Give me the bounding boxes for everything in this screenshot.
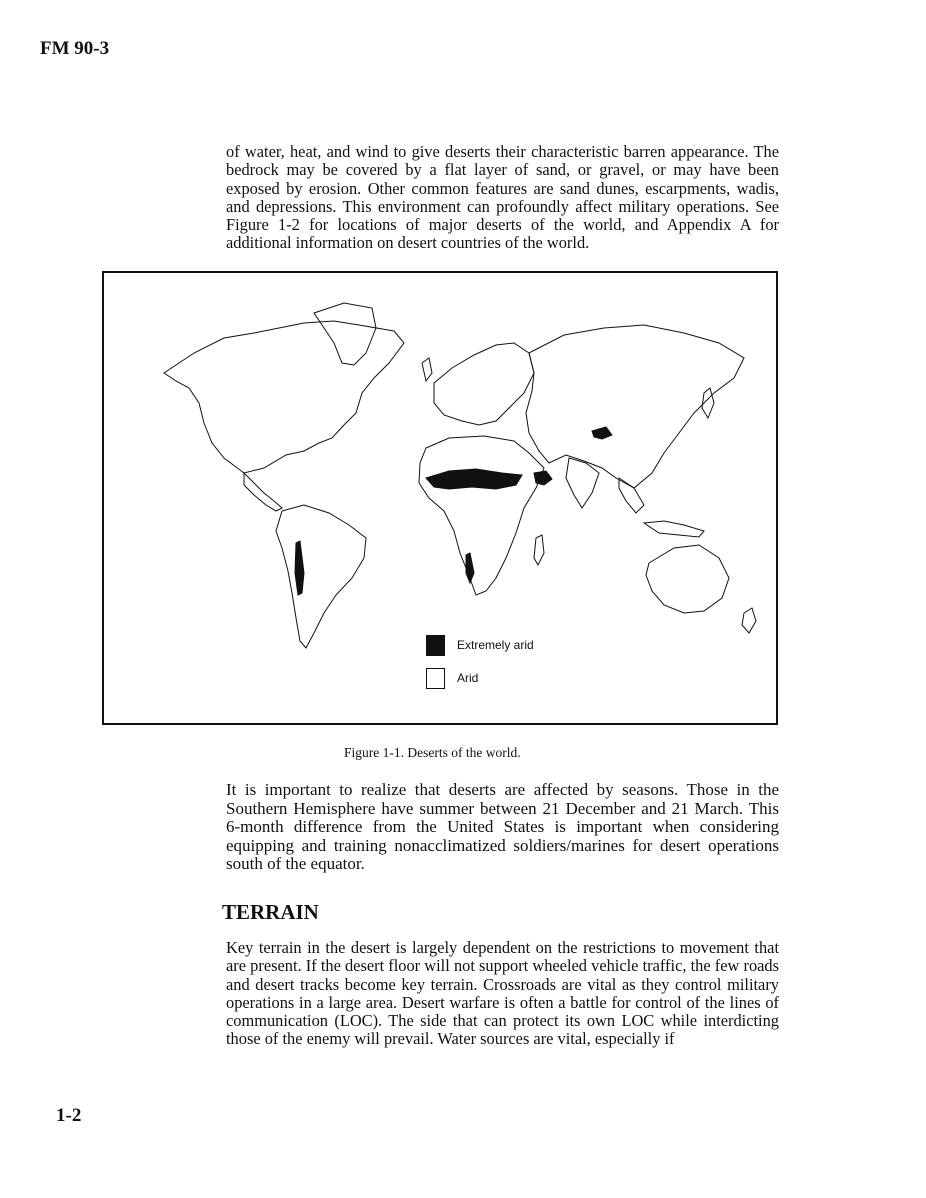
- europe-outline: [434, 343, 534, 425]
- legend-item-arid: [426, 666, 534, 690]
- extremely-arid-swatch: [426, 635, 445, 656]
- document-id: FM 90-3: [40, 38, 110, 59]
- greenland-outline: [314, 303, 376, 365]
- map-legend: [426, 633, 534, 699]
- new-zealand-outline: [742, 608, 756, 633]
- australia-outline: [646, 545, 729, 613]
- madagascar-outline: [534, 535, 544, 565]
- uk-outline: [422, 358, 432, 381]
- figure-caption: Figure 1-1. Deserts of the world.: [344, 745, 521, 760]
- indonesia-outline: [644, 521, 704, 537]
- intro-paragraph: of water, heat, and wind to give deserts their characteristic barren appearance. The bedrock may be covered by a flat layer of sand, or gravel, or may have been exposed by erosion. Other common features are sand dunes, escarpments, wadis, and depressions. This environment can profoundly affect military operations. See Figure 1-2 for locations of major deserts of the world, and Appendix A for additional information on desert countries of the world.: [226, 142, 779, 253]
- page-number: 1-2: [56, 1105, 82, 1126]
- south-america-outline: [276, 505, 366, 648]
- asia-outline: [526, 325, 744, 488]
- north-america-outline: [164, 321, 404, 473]
- atacama-extremely-arid: [295, 541, 304, 595]
- world-deserts-figure: [102, 271, 778, 725]
- legend-item-extremely-arid: [426, 633, 534, 657]
- taklamakan-extremely-arid: [592, 427, 612, 439]
- arabia-extremely-arid: [534, 471, 552, 485]
- sahara-extremely-arid: [426, 469, 522, 489]
- seasons-paragraph: It is important to realize that deserts are affected by seasons. Those in the Southern Hemisphere have summer between 21 December and 21 March. This 6-month difference from the United States is important when considering equipping and training nonacclimatized soldiers/marines for desert operations south of the equator.: [226, 780, 779, 873]
- section-heading-terrain: TERRAIN: [222, 900, 319, 924]
- india-outline: [566, 458, 599, 508]
- africa-outline: [419, 436, 544, 595]
- arid-swatch: [426, 668, 445, 689]
- namib-extremely-arid: [466, 553, 474, 583]
- central-america-outline: [244, 473, 282, 511]
- terrain-paragraph: Key terrain in the desert is largely dependent on the restrictions to movement that are present. If the desert floor will not support wheeled vehicle traffic, the few roads and desert tracks become key terrain. Crossroads are vital as they control military operations in a large area. Desert warfare is often a battle for control of the lines of communication (LOC). The side that can protect its own LOC while interdicting those of the enemy will prevail. Water sources are vital, especially if: [226, 938, 779, 1049]
- legend-label: Arid: [457, 671, 479, 685]
- legend-label: Extremely arid: [457, 638, 534, 652]
